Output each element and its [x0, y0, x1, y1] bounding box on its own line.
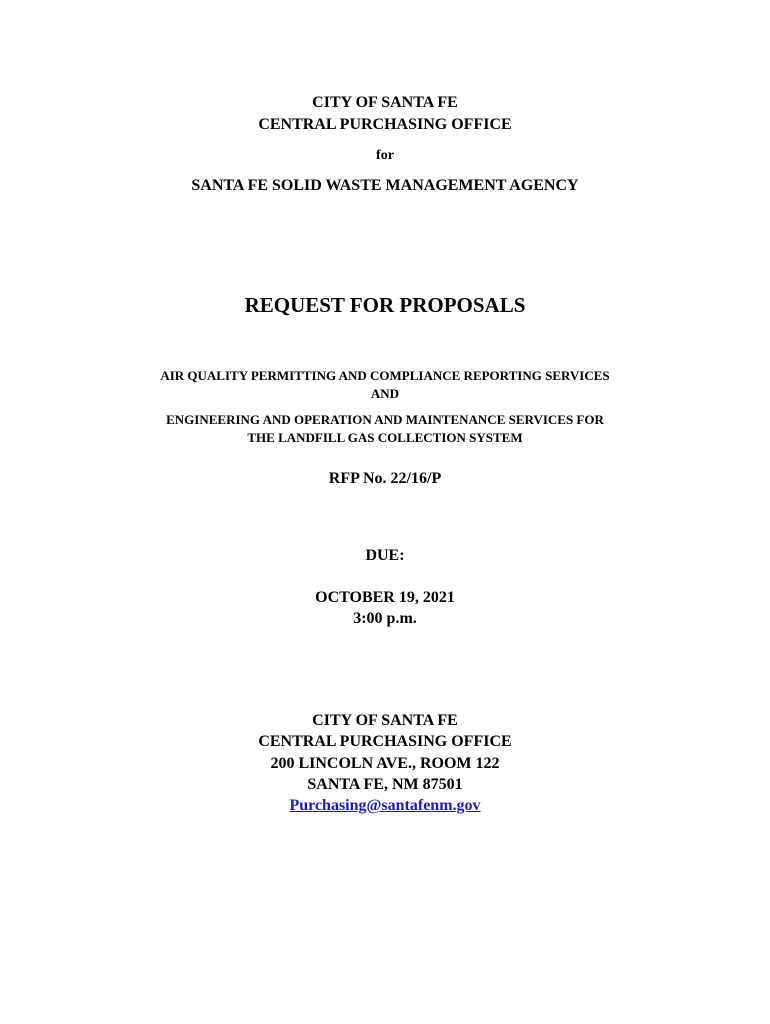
address-citystate: SANTA FE, NM 87501	[307, 776, 463, 793]
header-city: CITY OF SANTA FE	[312, 94, 458, 111]
subject-line-1: AIR QUALITY PERMITTING AND COMPLIANCE REPORTING SERVICES	[160, 368, 610, 383]
due-label: DUE:	[365, 547, 405, 564]
subject-line-4: THE LANDFILL GAS COLLECTION SYSTEM	[247, 430, 523, 445]
due-date: OCTOBER 19, 2021	[315, 589, 455, 606]
due-time: 3:00 p.m.	[353, 610, 417, 627]
rfp-number: RFP No. 22/16/P	[328, 470, 442, 487]
email-link[interactable]: Purchasing@santafenm.gov	[289, 797, 481, 814]
document-title: REQUEST FOR PROPOSALS	[244, 293, 526, 317]
subject-line-3: ENGINEERING AND OPERATION AND MAINTENANCE SERVICES FOR	[166, 412, 604, 427]
header-agency: SANTA FE SOLID WASTE MANAGEMENT AGENCY	[191, 177, 579, 194]
address-city: CITY OF SANTA FE	[312, 712, 458, 729]
address-email-line	[0, 797, 770, 815]
header-office: CENTRAL PURCHASING OFFICE	[258, 116, 512, 133]
subject-line-2: AND	[370, 386, 400, 401]
header-for: for	[376, 148, 394, 163]
address-street: 200 LINCOLN AVE., ROOM 122	[270, 755, 500, 772]
address-office: CENTRAL PURCHASING OFFICE	[258, 733, 512, 750]
